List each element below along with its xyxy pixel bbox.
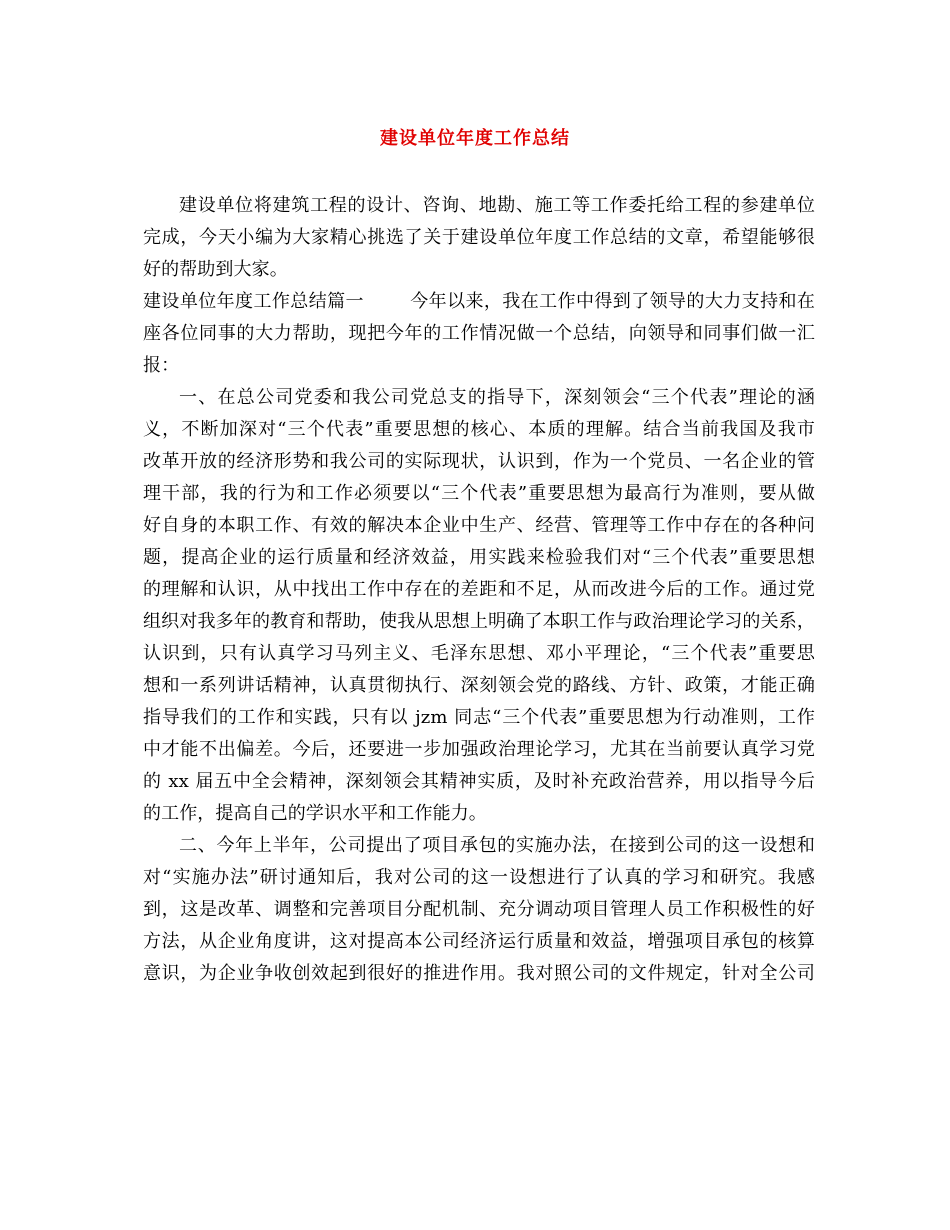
para1-line-4: 理干部，我的行为和工作必须要以“三个代表”重要思想为最高行为准则，要从做 bbox=[143, 483, 815, 504]
para2-line-3: 到，这是改革、调整和完善项目分配机制、充分调动项目管理人员工作积极性的好 bbox=[143, 899, 815, 920]
para1-line-13: 的 xx 届五中全会精神，深刻领会其精神实质，及时补充政治营养，用以指导今后 bbox=[143, 771, 815, 792]
para1-line-14: 的工作，提高自己的学识水平和工作能力。 bbox=[143, 803, 487, 824]
para2-line-1: 二、今年上半年，公司提出了项目承包的实施办法，在接到公司的这一设想和 bbox=[179, 835, 815, 856]
para1-line-11: 指导我们的工作和实践，只有以 jzm 同志“三个代表”重要思想为行动准则，工作 bbox=[143, 707, 815, 728]
para1-line-9: 认识到，只有认真学习马列主义、毛泽东思想、邓小平理论，“三个代表”重要思 bbox=[143, 643, 815, 664]
para1-line-10: 想和一系列讲话精神，认真贯彻执行、深刻领会党的路线、方针、政策，才能正确 bbox=[143, 675, 815, 696]
para2-line-2: 对“实施办法”研讨通知后，我对公司的这一设想进行了认真的学习和研究。我感 bbox=[143, 867, 815, 888]
document-body bbox=[143, 190, 815, 990]
para1-line-12: 中才能不出偏差。今后，还要进一步加强政治理论学习，尤其在当前要认真学习党 bbox=[143, 739, 815, 760]
opening-line-2: 座各位同事的大力帮助，现把今年的工作情况做一个总结，向领导和同事们做一汇 bbox=[143, 323, 815, 344]
document-title: 建设单位年度工作总结 bbox=[380, 128, 570, 149]
para2-line-5: 意识，为企业争收创效起到很好的推进作用。我对照公司的文件规定，针对全公司 bbox=[143, 963, 815, 984]
para1-line-3: 改革开放的经济形势和我公司的实际现状，认识到，作为一个党员、一名企业的管 bbox=[143, 451, 815, 472]
para1-line-1: 一、在总公司党委和我公司党总支的指导下，深刻领会“三个代表”理论的涵 bbox=[179, 387, 815, 408]
para1-line-8: 组织对我多年的教育和帮助，使我从思想上明确了本职工作与政治理论学习的关系， bbox=[143, 611, 815, 632]
opening-line-3: 报： bbox=[143, 355, 180, 376]
intro-line-3: 好的帮助到大家。 bbox=[143, 259, 288, 280]
intro-line-2: 完成，今天小编为大家精心挑选了关于建设单位年度工作总结的文章，希望能够很 bbox=[143, 227, 815, 248]
opening-line-1: 今年以来，我在工作中得到了领导的大力支持和在 bbox=[409, 291, 815, 312]
para1-line-2: 义，不断加深对“三个代表”重要思想的核心、本质的理解。结合当前我国及我市 bbox=[143, 419, 815, 440]
intro-line-1: 建设单位将建筑工程的设计、咨询、地勘、施工等工作委托给工程的参建单位 bbox=[179, 195, 815, 216]
para1-line-5: 好自身的本职工作、有效的解决本企业中生产、经营、管理等工作中存在的各种问 bbox=[143, 515, 815, 536]
para1-line-6: 题，提高企业的运行质量和经济效益，用实践来检验我们对“三个代表”重要思想 bbox=[143, 547, 815, 568]
para1-line-7: 的理解和认识，从中找出工作中存在的差距和不足，从而改进今后的工作。通过党 bbox=[143, 579, 815, 600]
section-heading-line bbox=[143, 286, 815, 318]
section-heading: 建设单位年度工作总结篇一 bbox=[143, 291, 364, 312]
para2-line-4: 方法，从企业角度讲，这对提高本公司经济运行质量和效益，增强项目承包的核算 bbox=[143, 931, 815, 952]
